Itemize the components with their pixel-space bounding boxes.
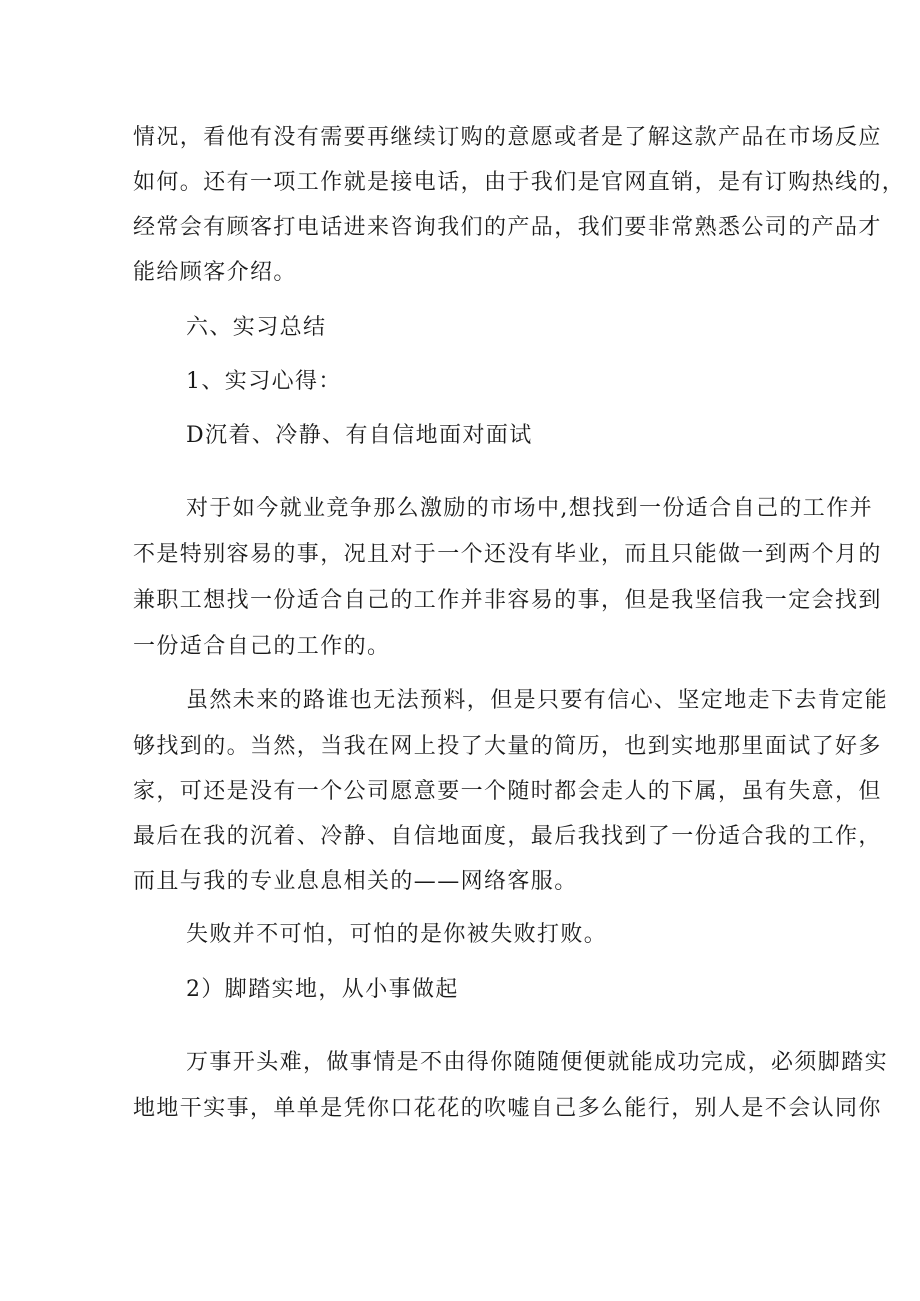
paragraph-line: 不是特别容易的事，况且对于一个还没有毕业，而且只能做一到两个月的	[133, 542, 882, 567]
subsection-heading: D沉着、冷静、有自信地面对面试	[186, 423, 533, 448]
subsection-heading: 1、实习心得：	[186, 369, 342, 394]
paragraph-line: 情况，看他有没有需要再继续订购的意愿或者是了解这款产品在市场反应	[133, 125, 882, 150]
paragraph-line: 虽然未来的路谁也无法预料，但是只要有信心、坚定地走下去肯定能	[186, 688, 889, 713]
subsection-heading: 2）脚踏实地，从小事做起	[186, 977, 459, 1002]
paragraph-line: 够找到的。当然，当我在网上投了大量的简历，也到实地那里面试了好多	[133, 734, 882, 759]
paragraph-line: 万事开头难，做事情是不由得你随随便便就能成功完成，必须脚踏实	[186, 1050, 889, 1075]
paragraph-line: 家，可还是没有一个公司愿意要一个随时都会走人的下属，虽有失意，但	[133, 779, 882, 804]
paragraph-line: 一份适合自己的工作的。	[133, 634, 391, 659]
paragraph-line: 失败并不可怕，可怕的是你被失败打败。	[186, 922, 608, 947]
paragraph-line: 经常会有顾客打电话进来咨询我们的产品，我们要非常熟悉公司的产品才	[133, 215, 882, 240]
section-heading: 六、实习总结	[186, 315, 327, 340]
paragraph-line: 如何。还有一项工作就是接电话，由于我们是官网直销，是有订购热线的，	[133, 170, 906, 195]
paragraph-line: 地地干实事，单单是凭你口花花的吹嘘自己多么能行，别人是不会认同你	[133, 1096, 882, 1121]
paragraph-line: 对于如今就业竞争那么激励的市场中,想找到一份适合自己的工作并	[186, 496, 873, 521]
paragraph-line: 兼职工想找一份适合自己的工作并非容易的事，但是我坚信我一定会找到	[133, 588, 882, 613]
paragraph-line: 而且与我的专业息息相关的——网络客服。	[133, 869, 578, 894]
paragraph-line: 能给顾客介绍。	[133, 260, 297, 285]
paragraph-line: 最后在我的沉着、冷静、自信地面度，最后我找到了一份适合我的工作，	[133, 824, 882, 849]
